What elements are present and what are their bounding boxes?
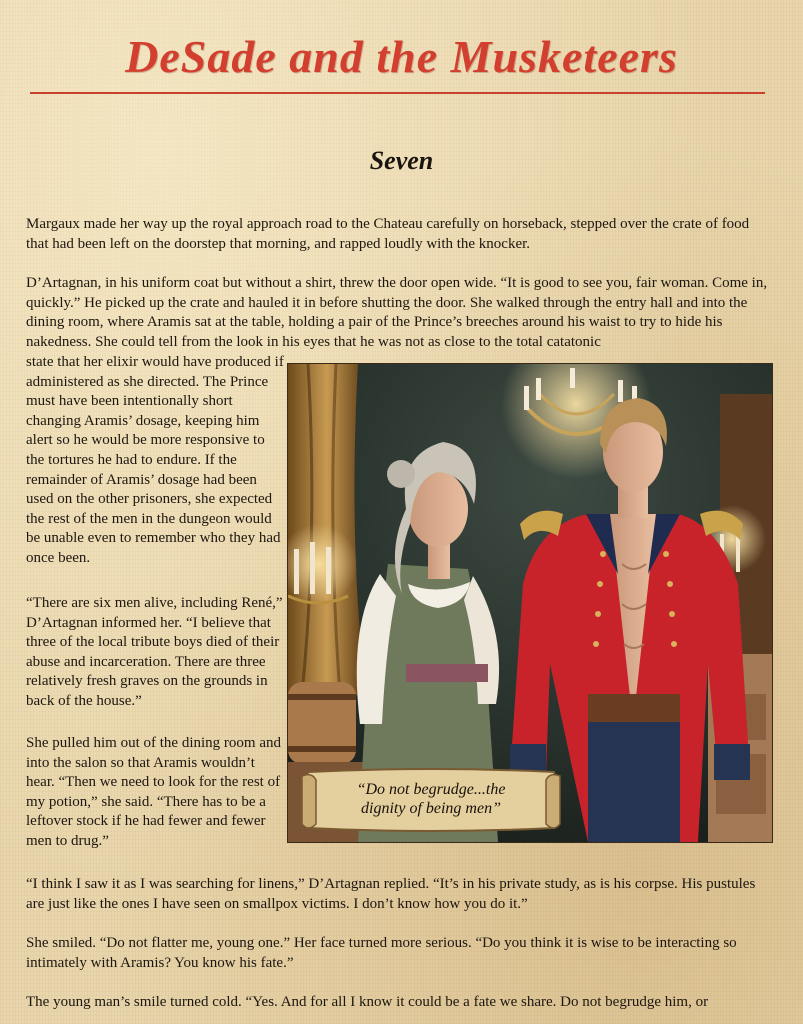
title-rule: [30, 92, 765, 94]
paragraph-7: The young man’s smile turned cold. “Yes. And for all I know it could be a fate we share. Do not begrudge him, or: [26, 994, 709, 1010]
paragraph-2-continued: state that her elixir would have produced if administered as she directed. The Prince must have been intentionally short changing Aramis’ dosage, keeping him alert so he would be more responsive to the tortures he had to endure. If the remainder of Aramis’ dosage had been used on the other prisoners, she expected the rest of the men in the dungeon would be unable even to remember who they had once been.: [26, 354, 284, 566]
paragraph-5: “I think I saw it as I was searching for linens,” D’Artagnan replied. “It’s in his private study, as is his corpse. His pustules are just like the ones I have seen on smallpox victims. I don’t know how you do it.”: [26, 876, 756, 912]
paragraph-1: Margaux made her way up the royal approach road to the Chateau carefully on horseback, stepped over the crate of food that had been left on the doorstep that morning, and rapped loudly with the knocker.: [26, 216, 750, 252]
page-title: DeSade and the Musketeers: [125, 31, 678, 82]
paragraph-4: She pulled him out of the dining room and into the salon so that Aramis wouldn’t hear. “Then we need to look for the rest of my potion,” she said. “There has to be a leftover stock if he had fewer and fewer men to drug.”: [26, 735, 281, 849]
paragraph-6: She smiled. “Do not flatter me, young one.” Her face turned more serious. “Do you think it is wise to be interacting so intimately with Aramis? You know his fate.”: [26, 935, 737, 971]
paragraph-2: D’Artagnan, in his uniform coat but without a shirt, threw the door open wide. “It is good to see you, fair woman. Come in, quickly.” He picked up the crate and hauled it in before shutting the door. She walked through the entry hall and into the dining room, where Aramis sat at the table, holding a pair of the Prince’s breeches around his waist to try to hide his nakedness. She could tell from the look in his eyes that he was not as close to the total catatonic: [26, 275, 768, 350]
caption-banner: [298, 766, 564, 834]
caption-line-2: dignity of being men”: [361, 800, 501, 817]
caption-line-1: “Do not begrudge...the: [356, 781, 506, 798]
paragraph-3: “There are six men alive, including René,” D’Artagnan informed her. “I believe that three of the local tribute boys died of their abuse and incarceration. There are three relatively fresh graves on the grounds in back of the house.”: [26, 595, 283, 709]
chapter-heading: Seven: [369, 146, 434, 175]
